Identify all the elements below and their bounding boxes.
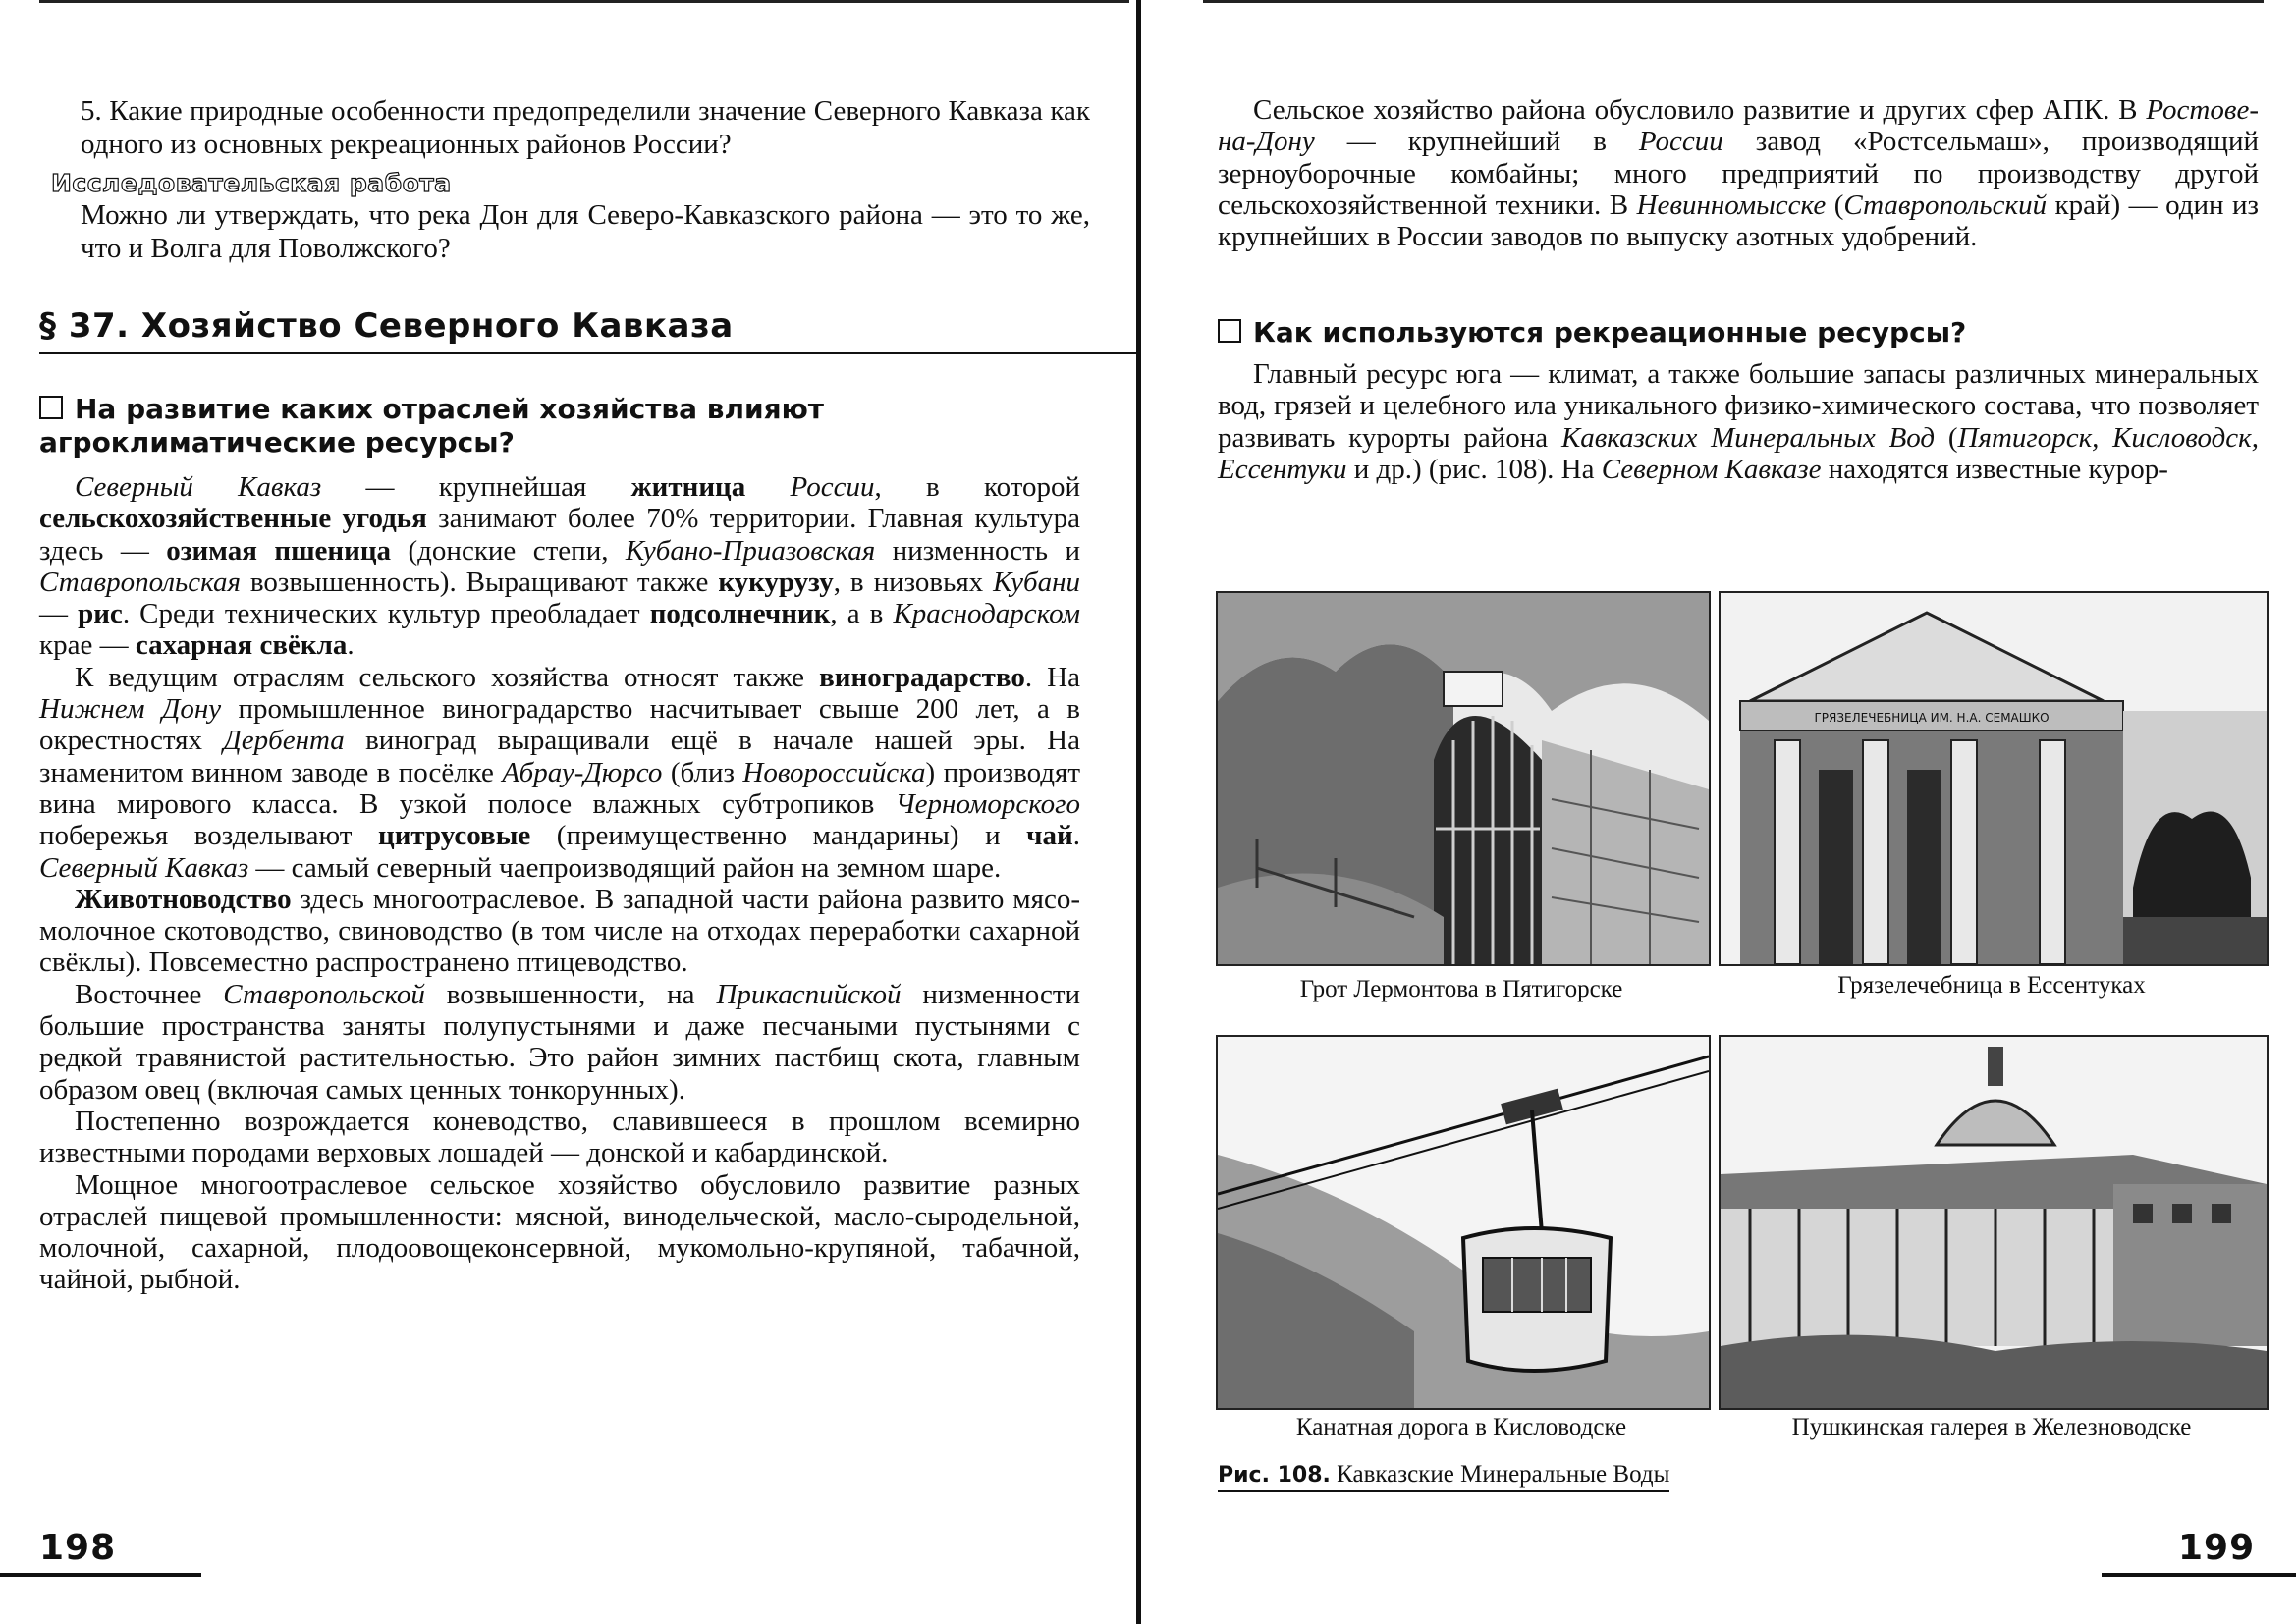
figure-title: Кавказские Минеральные Воды (1337, 1461, 1670, 1488)
text-run: — крупнейший в (1314, 126, 1639, 158)
caption-lermontov-grotto: Грот Лермонтова в Пятигорске (1299, 976, 1623, 1002)
text-run: ( (1826, 189, 1844, 221)
page-number-rule-left (0, 1573, 201, 1577)
italic-term: Северном Кавказе (1601, 453, 1822, 485)
text-run: (преимущественно мандарины) и (530, 820, 1027, 852)
paragraph (39, 662, 1080, 884)
bold-term: сахарная свёкла (135, 629, 348, 662)
photo-mud-clinic (1719, 591, 2269, 966)
subsection-title-text: На развитие каких отраслей хозяйства влияют агроклиматические ресурсы? (39, 393, 825, 459)
text-run (745, 471, 790, 503)
text-run: Постепенно возрождается коневодство, славившееся в прошлом всемирно известными породами верховых лошадей — донской и кабардинской. (39, 1105, 1080, 1169)
page-number-right: 199 (2178, 1528, 2256, 1568)
bold-term: озимая пшеница (166, 534, 392, 567)
text-run: (донские степи, (391, 534, 626, 567)
italic-term: Северный Кавказ (75, 471, 322, 503)
italic-term: Дербента (223, 725, 345, 757)
subsection-title-text: Как используются рекреационные ресурсы? (1253, 316, 1967, 349)
text-run: . (347, 629, 355, 662)
italic-term: Пятигорск, Кисловодск, Ессентуки (1218, 421, 2259, 485)
bold-term: житница (630, 471, 746, 503)
bold-term: рис (78, 598, 123, 630)
left-body-text (39, 471, 1080, 1296)
italic-term: Кубани (993, 566, 1080, 598)
building-sign: ГРЯЗЕЛЕЧЕБНИЦА ИМ. Н.А. СЕМАШКО (1814, 711, 2050, 725)
photo-lermontov-grotto (1216, 591, 1711, 966)
italic-term: Северный Кавказ (39, 851, 249, 884)
italic-term: Ставропольская (39, 566, 241, 598)
right-top-paragraph (1218, 94, 2259, 252)
bold-term: кукурузу (718, 566, 834, 598)
grotto-illustration (1218, 593, 1709, 964)
italic-term: Абрау-Дюрсо (502, 756, 663, 788)
text-run: , а в (830, 598, 894, 630)
text-run: . Среди технических культур преобладает (122, 598, 650, 630)
page-number-rule-right (2102, 1573, 2296, 1577)
text-run: , в которой (874, 471, 1080, 503)
bold-term: Животноводство (75, 883, 292, 915)
photo-cable-car (1216, 1035, 1711, 1410)
subsection-heading-recreation (1218, 316, 2259, 350)
paragraph (39, 884, 1080, 979)
italic-term: Новороссийска (742, 756, 926, 788)
subsection-heading-agro (39, 393, 1080, 460)
text-run: низменность и (875, 534, 1080, 567)
italic-term: Ставропольский (1843, 189, 2048, 221)
text-run: — самый северный чаепроизводящий район на земном шаре. (248, 851, 1002, 884)
text-run: . (1072, 820, 1080, 852)
text-run: низменности большие пространства заняты полупустынями и даже песчаными пустынями с редкой травянистой растительностью. Это район зимних пастбищ скота, главным образом овец (включая самых ценных тонкорунных). (39, 978, 1081, 1106)
checkbox-square-icon (39, 396, 63, 419)
checkbox-square-icon (1218, 319, 1241, 343)
text-run: возвышенности, на (424, 978, 717, 1010)
text-run: находятся известные курор- (1821, 453, 2168, 485)
text-run: промышленное виноградарство насчитывает свыше 200 лет, а в окрестностях (39, 693, 1081, 757)
mud-clinic-illustration (1721, 593, 2267, 964)
italic-term: Кавказских Минеральных Вод (1560, 421, 1936, 454)
research-question: Можно ли утверждать, что река Дон для Северо-Кавказского района — это то же, что и Волга для Поволжского? (81, 199, 1090, 264)
text-run: ( (1935, 421, 1958, 454)
text-run: Восточнее (75, 978, 224, 1010)
text-run: крае — (39, 629, 136, 662)
text-run: край) — один из крупнейших в России заводов по выпуску азотных удобрений. (1218, 189, 2259, 253)
text-run: Главный ресурс юга — климат, а также большие запасы различных минеральных вод, грязей и целебного ила уникального физико-химического состава, что позволяет развивать курорты района (1218, 358, 2259, 454)
text-run: завод «Ростсельмаш», производящий зерноуборочные комбайны; много предприятий по производству другой сельскохозяйственной техники. В (1218, 126, 2259, 221)
paragraph (39, 1106, 1080, 1169)
text-run: возвышенность). Выращивают также (240, 566, 719, 598)
bold-term: чай (1026, 820, 1073, 852)
caption-mud-clinic: Грязелечебница в Ессентуках (1837, 972, 2146, 999)
figure-caption-rule (1218, 1490, 1669, 1492)
photo-pushkin-gallery (1719, 1035, 2269, 1410)
text-run: здесь многоотраслевое. В западной части района развито мясо-молочное скотоводство, свиноводство (в том числе на отходах переработки сахарной свёклы). Повсеместно распространено птицеводство. (39, 883, 1080, 979)
section-title: § 37. Хозяйство Северного Кавказа (39, 306, 1139, 354)
text-run: занимают более 70% территории. Главная культура здесь — (39, 503, 1081, 567)
italic-term: России (1638, 126, 1723, 158)
italic-term: России (790, 471, 875, 503)
italic-term: Краснодарском (893, 598, 1080, 630)
text-run: Сельское хозяйство района обусловило развитие и других сфер АПК. В (1253, 94, 2147, 126)
paragraph (39, 471, 1080, 662)
text-run: К ведущим отраслям сельского хозяйства относят также (75, 661, 820, 693)
italic-term: Невинномысске (1636, 189, 1827, 221)
figure-label: Рис. 108. (1218, 1463, 1331, 1488)
paragraph (39, 1169, 1080, 1296)
pushkin-gallery-illustration (1721, 1037, 2267, 1408)
paragraph (39, 979, 1080, 1106)
caption-cable-car: Канатная дорога в Кисловодске (1295, 1414, 1627, 1440)
bold-term: сельскохозяйственные угодья (39, 503, 427, 535)
text-run: и др.) (рис. 108). На (1346, 453, 1602, 485)
cable-car-illustration (1218, 1037, 1709, 1408)
caption-pushkin-gallery: Пушкинская галерея в Железноводске (1791, 1414, 2192, 1440)
figure-caption (1218, 1461, 1669, 1489)
question-5: 5. Какие природные особенности предопределили значение Северного Кавказа как одного из основных рекреационных районов России? (81, 95, 1090, 160)
text-run: побережья возделывают (39, 820, 379, 852)
text-run: ) производят вина мирового класса. В узкой полосе влажных субтропиков (39, 756, 1080, 820)
bold-term: виноградарство (819, 661, 1025, 693)
italic-term: Прикаспийской (716, 978, 902, 1010)
left-page (0, 0, 1139, 1624)
text-run: Мощное многоотраслевое сельское хозяйство обусловило развитие разных отраслей пищевой промышленности: мясной, винодельческой, масло-сыродельной, молочной, сахарной, плодоовощеконсервной, мукомольно-крупяной, табачной, чайной, рыбной. (39, 1168, 1080, 1296)
italic-term: Ростове-на-Дону (1218, 94, 2259, 158)
text-run: — крупнейшая (321, 471, 631, 503)
text-run: , в низовьях (833, 566, 994, 598)
paragraph (1218, 358, 2259, 485)
paragraph (1218, 94, 2259, 252)
right-recreation-paragraph (1218, 358, 2259, 485)
italic-term: Кубано-Приазовская (625, 534, 876, 567)
text-run: (близ (662, 756, 743, 788)
bold-term: цитрусовые (378, 820, 531, 852)
right-page (1139, 0, 2296, 1624)
italic-term: Нижнем Дону (39, 693, 222, 726)
text-run: . На (1024, 661, 1080, 693)
italic-term: Черноморского (895, 787, 1080, 820)
italic-term: Ставропольской (223, 978, 425, 1010)
research-work-title: Исследовательская работа (51, 169, 452, 197)
page-number-left: 198 (39, 1528, 117, 1568)
text-run: — (39, 598, 79, 630)
text-run: виноград выращивали ещё в начале нашей эры. На знаменитом винном заводе в посёлке (39, 725, 1080, 788)
bold-term: подсолнечник (649, 598, 831, 630)
